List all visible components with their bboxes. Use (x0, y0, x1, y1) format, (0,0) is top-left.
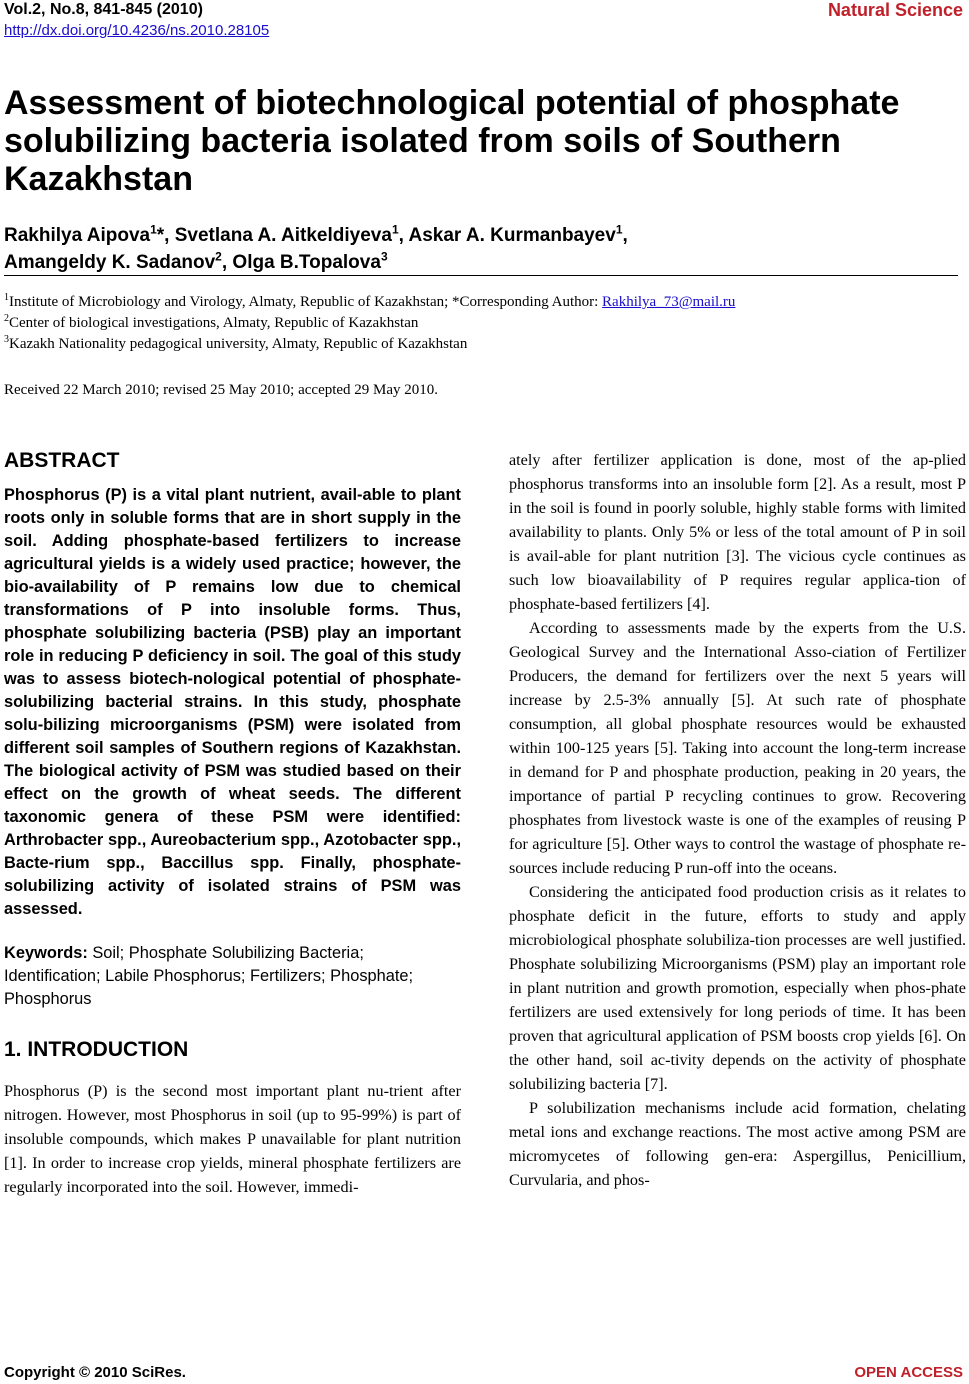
journal-name: Natural Science (827, 0, 963, 20)
journal-volume-info: Vol.2, No.8, 841-845 (2010) (4, 1, 203, 18)
introduction-paragraph: P solubilization mechanisms include acid formation, chelating metal ions and exchange reactions. The most active among PSM are micromycetes of following gen-era: Aspergillus, Penicillium, Curvularia, and phos- (509, 1099, 966, 1189)
introduction-heading: 1. INTRODUCTION (4, 1038, 189, 1061)
affiliation-list (4, 292, 959, 355)
author-name: Askar A. Kurmanbayev (408, 225, 616, 246)
introduction-paragraph: Considering the anticipated food production crisis as it relates to phosphate deficit in the future, efforts to study and apply microbiological phosphate solubiliza-tion processes are well justified. Phosphate solubilizing Microorganisms (PSM) play an important role in plant nutrition and growth promotion, especially when phos-phate fertilizers are used extensively for long periods of time. It has been proven that agricultural application of PSM boosts crop yields [6]. On the other hand, soil ac-tivity depends on the activity of phosphate solubilizing bacteria [7]. (509, 883, 966, 1093)
author-affiliation-mark: 3 (380, 249, 388, 264)
author-separator: , (221, 252, 233, 273)
paper-title: Assessment of biotechnological potential of phosphate solubilizing bacteria isolated from soils of Southern Kazakhstan (4, 84, 900, 198)
author-name: Svetlana A. Aitkeldiyeva (174, 225, 392, 246)
author-separator: , (398, 225, 409, 246)
doi-link[interactable]: http://dx.doi.org/10.4236/ns.2010.28105 (4, 22, 270, 39)
author-name: Olga B.Topalova (232, 252, 381, 273)
author-list (4, 222, 954, 276)
affiliation-item (4, 313, 959, 334)
left-column (4, 448, 461, 1199)
keywords-label: Keywords: (4, 944, 88, 962)
introduction-paragraph-continued: ately after fertilizer application is done, most of the ap-plied phosphorus transforms into an insoluble form [2]. As a result, most P in the soil is found in poorly soluble, highly stable forms with limited availability to plants. Only 5% or less of the total amount of P in soil is avail-able for plant nutrition [3]. The vicious cycle continues as such low bioavailability of P requires regular applica-tion of phosphate-based fertilizers [4]. (509, 451, 966, 613)
author-affiliation-mark: 2 (215, 249, 222, 264)
affiliation-number: 2 (4, 313, 9, 324)
right-column (509, 448, 966, 1192)
author-name: Rakhilya Aipova (4, 225, 151, 246)
introduction-paragraph: According to assessments made by the experts from the U.S. Geological Survey and the International Asso-ciation of Fertilizer Producers, the demand for fertilizers over the next 5 years will increase by 2.5-3% annually [5]. At such rate of phosphate consumption, all global phosphate resources would be exhausted within 100-125 years [5]. Taking into account the long-term increase in demand for P and phosphate production, peaking in 20 years, the importance of partial P recycling continues to grow. Recovering phosphates from livestock waste is one of the examples of reusing P for agriculture [5]. Other ways to control the wastage of phosphate re-sources include reducing P run-off into the oceans. (509, 619, 966, 877)
keywords-text: Soil; Phosphate Solubilizing Bacteria; Identification; Labile Phosphorus; Fertilizers; Phosphate; Phosphorus (4, 944, 414, 1008)
corresponding-email-link[interactable]: Rakhilya_73@mail.ru (602, 294, 736, 310)
affiliation-number: 3 (4, 334, 9, 345)
author-affiliation-mark: 1 (391, 222, 399, 237)
affiliation-text: Kazakh Nationality pedagogical university, Almaty, Republic of Kazakhstan (9, 336, 468, 352)
author-affiliation-mark: 1 (150, 222, 157, 237)
received-dates: Received 22 March 2010; revised 25 May 2010; accepted 29 May 2010. (4, 382, 439, 398)
author-divider (4, 275, 958, 276)
affiliation-text: Institute of Microbiology and Virology, Almaty, Republic of Kazakhstan; *Corresponding Author: (9, 294, 603, 310)
author-affiliation-mark: 1 (615, 222, 623, 237)
keywords (4, 942, 461, 1011)
affiliation-item (4, 334, 959, 355)
corresponding-mark: * (156, 225, 165, 246)
affiliation-number: 1 (4, 292, 9, 303)
author-separator: , (164, 225, 175, 246)
affiliation-item (4, 292, 959, 313)
author-separator: , (622, 225, 628, 246)
affiliation-text: Center of biological investigations, Almaty, Republic of Kazakhstan (9, 315, 419, 331)
abstract-body: Phosphorus (P) is a vital plant nutrient, avail-able to plant roots only in soluble forms that are in short supply in the soil. Adding phosphate-based fertilizers to increase agricultural yields is a widely used practice; however, the bio-availability of P remains low due to chemical transformations of P into insoluble forms. Thus, phosphate solubilizing bacteria (PSB) play an important role in reducing P deficiency in soil. The goal of this study was to assess biotech-nological potential of phosphate-solubilizing bacterial strains. In this study, phosphate solu-bilizing microorganisms (PSM) were isolated from different soil samples of Southern regions of Kazakhstan. The biological activity of PSM was studied based on their effect on the growth of wheat seeds. The different taxonomic genera of these PSM were identified: Arthrobacter spp., Aureobacterium spp., Azotobacter spp., Bacte-rium spp., Baccillus spp. Finally, phosphate-solubilizing activity of isolated strains of PSM was assessed. (4, 486, 461, 918)
abstract-heading: ABSTRACT (4, 449, 120, 472)
open-access-label: OPEN ACCESS (854, 1364, 963, 1381)
introduction-paragraph: Phosphorus (P) is the second most important plant nu-trient after nitrogen. However, most Phosphorus in soil (up to 95-99%) is part of insoluble compounds, which makes P unavailable for plant nutrition [1]. In order to increase crop yields, mineral phosphate fertilizers are regularly incorporated into the soil. However, immedi- (4, 1082, 461, 1196)
author-name: Amangeldy K. Sadanov (4, 252, 216, 273)
copyright-notice: Copyright © 2010 SciRes. (4, 1364, 186, 1381)
